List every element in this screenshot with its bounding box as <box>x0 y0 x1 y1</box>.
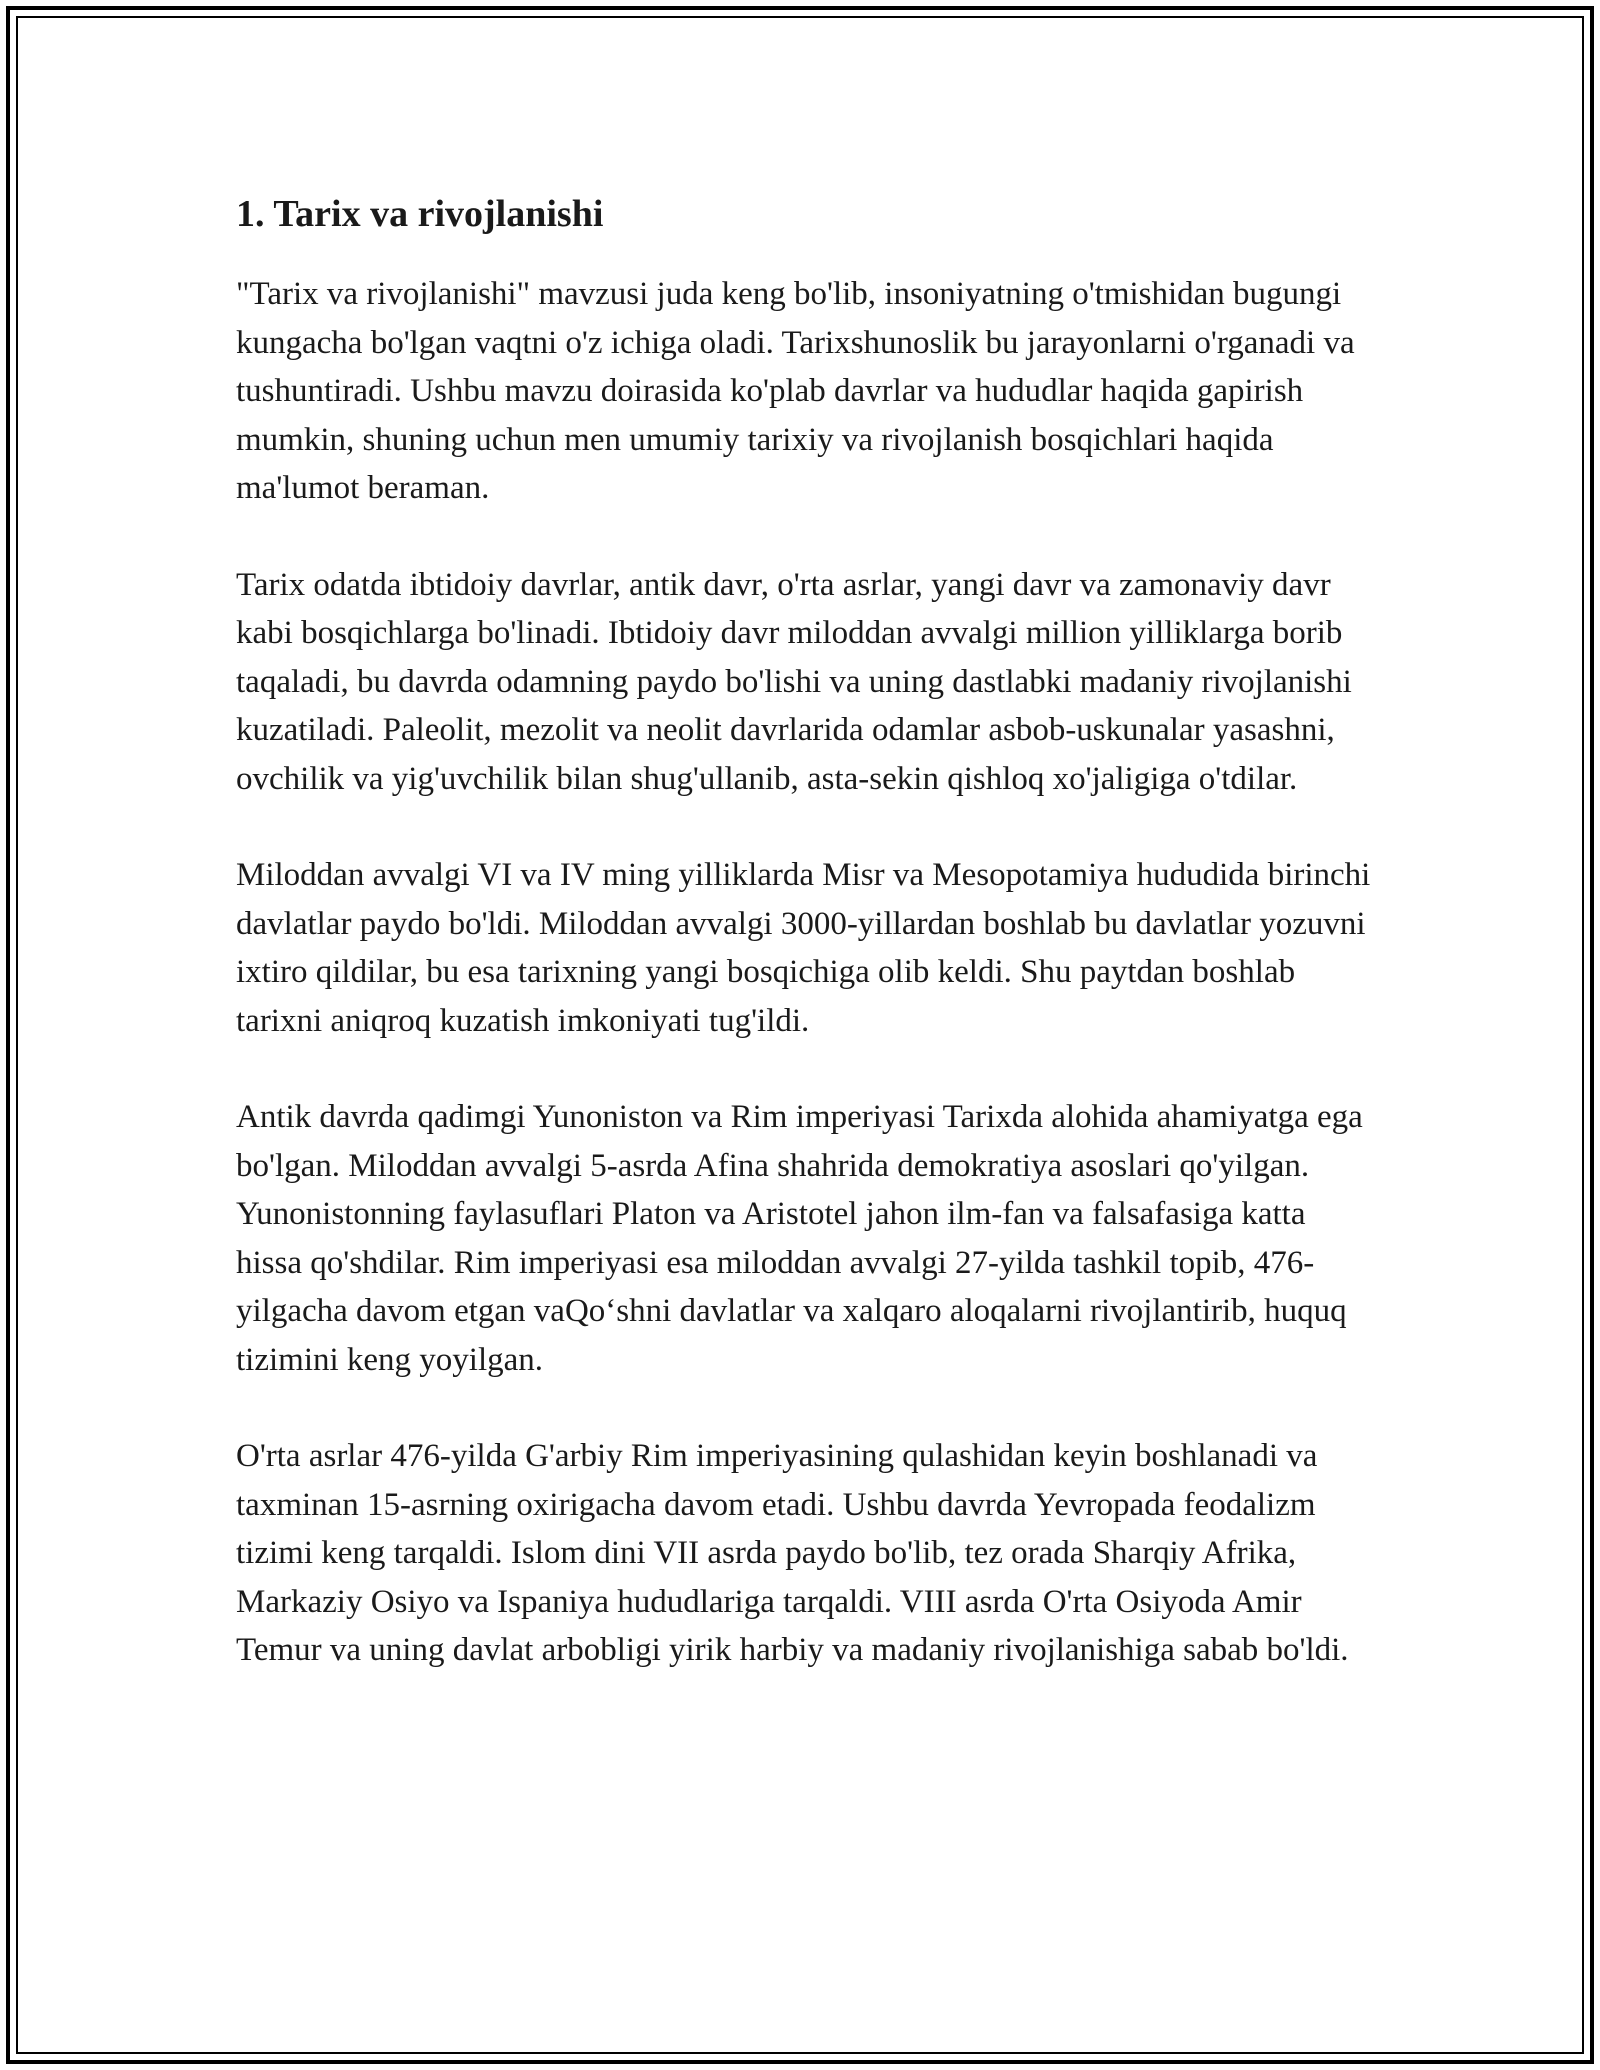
document-body <box>236 190 1376 1723</box>
paragraph-3: Miloddan avvalgi VI va IV ming yilliklarda Misr va Mesopotamiya hududida birinchi davlatlar paydo bo'ldi. Miloddan avvalgi 3000-yillardan boshlab bu davlatlar yozuvni ixtiro qildilar, bu esa tarixning yangi bosqichiga olib keldi. Shu paytdan boshlab tarixni aniqroq kuzatish imkoniyati tug'ildi. <box>236 857 1371 1039</box>
section-heading: 1. Tarix va rivojlanishi <box>236 193 604 235</box>
paragraph-4: Antik davrda qadimgi Yunoniston va Rim imperiyasi Tarixda alohida ahamiyatga ega bo'lgan. Miloddan avvalgi 5-asrda Afina shahrida demokratiya asoslari qo'yilgan. Yunonistonning faylasuflari Platon va Aristotel jahon ilm-fan va falsafasiga katta hissa qo'shdilar. Rim imperiyasi esa miloddan avvalgi 27-yilda tashkil topib, 476-yilgacha davom etgan vaQo‘shni davlatlar va xalqaro aloqalarni rivojlantirib, huquq tizimini keng yoyilgan. <box>236 1099 1363 1378</box>
paragraph-2: Tarix odatda ibtidoiy davrlar, antik davr, o'rta asrlar, yangi davr va zamonaviy davr kabi bosqichlarga bo'linadi. Ibtidoiy davr miloddan avvalgi million yilliklarga borib taqaladi, bu davrda odamning paydo bo'lishi va uning dastlabki madaniy rivojlanishi kuzatiladi. Paleolit, mezolit va neolit davrlarida odamlar asbob-uskunalar yasashni, ovchilik va yig'uvchilik bilan shug'ullanib, asta-sekin qishloq xo'jaligiga o'tdilar. <box>236 566 1352 797</box>
paragraph-5: O'rta asrlar 476-yilda G'arbiy Rim imperiyasining qulashidan keyin boshlanadi va taxminan 15-asrning oxirigacha davom etadi. Ushbu davrda Yevropada feodalizm tizimi keng tarqaldi. Islom dini VII asrda paydo bo'lib, tez orada Sharqiy Afrika, Markaziy Osiyo va Ispaniya hududlariga tarqaldi. VIII asrda O'rta Osiyoda Amir Temur va uning davlat arbobligi yirik harbiy va madaniy rivojlanishiga sabab bo'ldi. <box>236 1438 1349 1668</box>
paragraph-1: "Tarix va rivojlanishi" mavzusi juda keng bo'lib, insoniyatning o'tmishidan bugungi kungacha bo'lgan vaqtni o'z ichiga oladi. Tarixshunoslik bu jarayonlarni o'rganadi va tushuntiradi. Ushbu mavzu doirasida ko'plab davrlar va hududlar haqida gapirish mumkin, shuning uchun men umumiy tarixiy va rivojlanish bosqichlari haqida ma'lumot beraman. <box>236 276 1355 506</box>
